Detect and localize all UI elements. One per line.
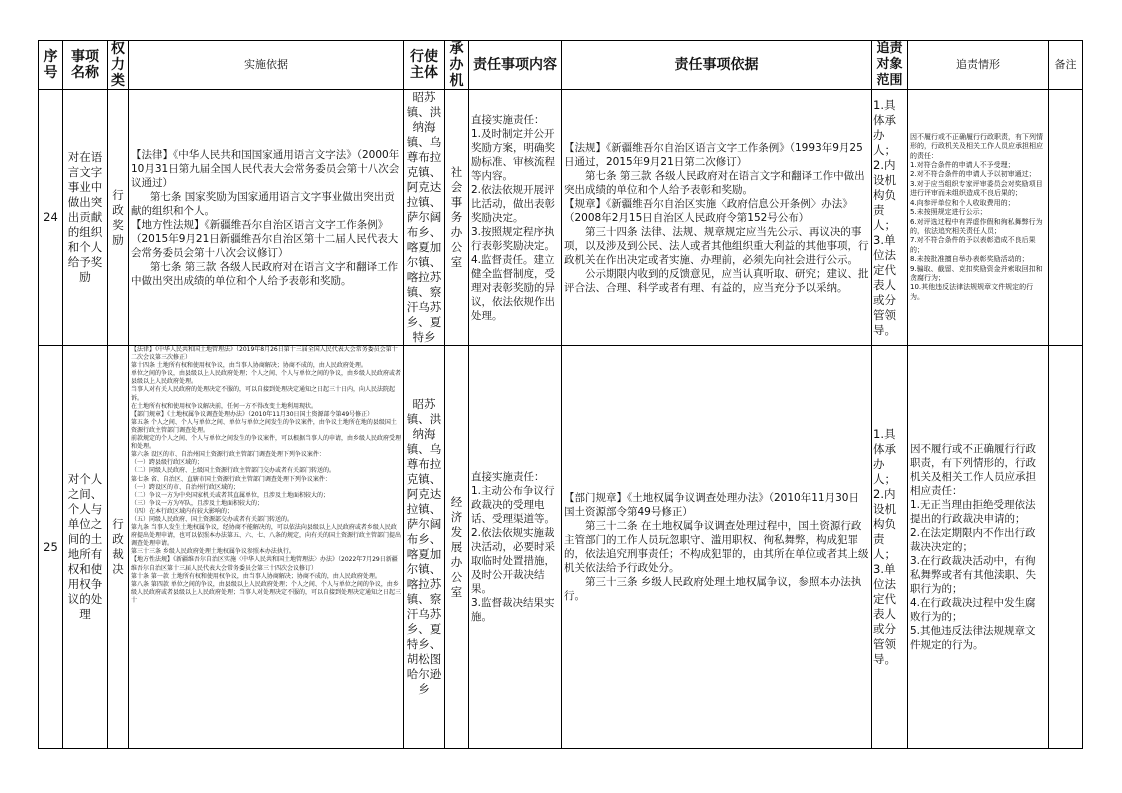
header-handler: 承办机	[445, 41, 469, 90]
header-accountable: 追责对象范围	[872, 41, 908, 90]
cell-resp-content	[469, 90, 562, 346]
cell-handler: 经济发展办公室	[445, 346, 469, 749]
resp-basis-line: 【规章】《新疆维吾尔自治区实施〈政府信息公开条例〉办法》（2008年2月15日自治区人民政府令第152号公布）	[564, 197, 853, 224]
basis-line: 第十条 第一款 土地所有权和使用权争议，由当事人协商解决；协商不成的，由人民政府处理。	[131, 572, 381, 580]
basis-line: （二）争议一方为中央国家机关或者其直属单位，且涉及土地面积较大的；	[131, 491, 330, 499]
situation-line: 5.未按照规定进行公示；	[910, 208, 987, 217]
basis-line: 【地方性法规】《新疆维吾尔自治区语言文字工作条例》（2015年9月21日新疆维吾尔自治区第十二届人民代表大会常务委员会第十八次会议修订）	[131, 218, 399, 259]
cell-subject: 昭苏镇、洪纳海镇、乌尊布拉克镇、阿克达拉镇、萨尔阔布乡、喀夏加尔镇、喀拉苏镇、察汗乌苏乡、夏特乡、胡松图哈尔逊乡	[404, 346, 445, 749]
resp-line: 1.主动公布争议行政裁决的受理电话、受理渠道等。	[471, 485, 555, 525]
resp-line: 1.及时制定并公开奖励方案，明确奖励标准、审核流程等内容。	[471, 127, 555, 182]
cell-seq: 25	[39, 346, 63, 749]
header-item-name: 事项名称	[63, 41, 108, 90]
resp-line: 3.监督裁决结果实施。	[471, 597, 555, 623]
resp-line: 3.按照规定程序执行表彰奖励决定。	[471, 225, 555, 252]
table-row	[39, 346, 1083, 749]
situation-line: 3.在行政裁决活动中，有徇私舞弊或者有其他渎职、失职行为的；	[910, 555, 1036, 595]
basis-line: 在土地所有权和使用权争议解决前，任何一方不得改变土地利用现状。	[131, 402, 318, 410]
resp-basis-line: 公示期限内收到的反馈意见，应当认真听取、研究；建议、批评合法、合理、科学或者有理、有益的，应当充分予以采纳。	[564, 267, 869, 294]
cell-item-name: 对个人之间、个人与单位之间的土地所有权和使用权争议的处理	[63, 346, 108, 749]
basis-line: （三）争议一方为军队，且涉及土地面积较大的；	[131, 499, 264, 507]
situation-line: 6.对评选过程中有弄虚作假和徇私舞弊行为的，依法追究相关责任人员；	[910, 217, 1043, 235]
cell-accountable: 1.具体承办人；2.内设机构负责人；3.单位法定代表人或分管领导。	[872, 346, 908, 749]
situation-line: 5.其他违反法律法规规章文件规定的行为。	[910, 625, 1036, 651]
cell-resp-basis	[562, 346, 872, 749]
header-power-type: 权力类	[108, 41, 129, 90]
basis-line: 【部门规章】《土地权属争议调查处理办法》（2010年11月30日国土资源部令第49号修正）	[131, 410, 374, 418]
cell-power-type: 行政奖励	[108, 90, 129, 346]
cell-subject: 昭苏镇、洪纳海镇、乌尊布拉克镇、阿克达拉镇、萨尔阔布乡、喀夏加尔镇、喀拉苏镇、察汗乌苏乡、夏特乡	[404, 90, 445, 346]
basis-line: 【法律】《中华人民共和国国家通用语言文字法》（2000年10月31日第九届全国人民代表大会常务委员会第十八次会议通过）	[131, 148, 400, 189]
situation-line: 9.骗取、截留、克扣奖励资金并索取回扣和贪腐行为；	[910, 264, 1043, 282]
resp-basis-line: 第七条 第三款 各级人民政府对在语言文字和翻译工作中做出突出成绩的单位和个人给予表彰和奖励。	[564, 169, 865, 196]
cell-situations	[908, 346, 1049, 749]
situation-line: 1.无正当理由拒绝受理依法提出的行政裁决申请的；	[910, 499, 1036, 525]
resp-basis-line: 第三十二条 在土地权属争议调查处理过程中，国土资源行政主管部门的工作人员玩忽职守、滥用职权、徇私舞弊，构成犯罪的，依法追究刑事责任；不构成犯罪的，由其所在单位或者其上级机关依法给予行政处分。	[564, 520, 869, 574]
basis-line: 第八条 第四款 单位之间的争议，由县级以上人民政府处理；个人之间、个人与单位之间的争议，由乡级人民政府或者县级以上人民政府处理；当事人对处理决定不服的，可以自接到处理决定通知之日起三十	[131, 580, 402, 604]
basis-line: 第七条 第三款 各级人民政府对在语言文字和翻译工作中做出突出成绩的单位和个人给予表彰和奖励。	[131, 260, 399, 287]
situation-line: 2.在法定期限内不作出行政裁决决定的；	[910, 527, 1036, 553]
basis-line: （一）跨县级行政区域的；	[131, 459, 204, 467]
resp-line: 2.依法依规实施裁决活动，必要时采取临时处置措施，及时公开裁决结果。	[471, 527, 555, 595]
situation-line: 7.对不符合条件的予以表彰造成不良后果的；	[910, 236, 1036, 254]
cell-basis	[129, 90, 404, 346]
header-situations: 追责情形	[908, 41, 1049, 90]
cell-power-type: 行政裁决	[108, 346, 129, 749]
basis-line: （四）在本行政区域内有较大影响的；	[131, 507, 234, 515]
situation-line: 8.未按批准擅自举办表彰奖励活动的；	[910, 255, 1029, 264]
resp-line: 4.监督责任。建立健全监督制度，受理对表彰奖励的异议，依法依规作出处理。	[471, 253, 555, 322]
cell-resp-basis	[562, 90, 872, 346]
cell-seq: 24	[39, 90, 63, 346]
situation-line: 因不履行或不正确履行行政职责，有下列情形的，行政机关及相关工作人员应承担相应的责任：	[910, 132, 1043, 160]
header-resp-basis: 责任事项依据	[562, 41, 872, 90]
cell-accountable: 1.具体承办人；2.内设机构负责人；3.单位法定代表人或分管领导。	[872, 90, 908, 346]
basis-line: 单位之间的争议，由县级以上人民政府处理；个人之间、个人与单位之间的争议，由乡级人民政府或者县级以上人民政府处理。	[131, 370, 402, 386]
basis-line: 第七条 省、自治区、直辖市国土资源行政主管部门调查处理下列争议案件：	[131, 475, 331, 483]
situation-line: 4.向参评单位和个人收取费用的；	[910, 198, 1015, 207]
resp-line: 直接实施责任：	[471, 113, 545, 126]
basis-line: 前款规定的个人之间、个人与单位之间发生的争议案件，可以根据当事人的申请，由乡级人民政府受理和处理。	[131, 435, 402, 451]
cell-item-name: 对在语言文字事业中做出突出贡献的组织和个人给予奖励	[63, 90, 108, 346]
basis-line: 【地方性法规】《新疆维吾尔自治区实施〈中华人民共和国土地管理法〉办法》（2022年7月29日新疆维吾尔自治区第十三届人民代表大会常务委员会第三十四次会议修订）	[131, 556, 398, 572]
basis-line: 第十四条 土地所有权和使用权争议，由当事人协商解决；协商不成的，由人民政府处理。	[131, 362, 367, 370]
basis-line: （五）同级人民政府、国土资源部交办或者有关部门转送的。	[131, 515, 294, 523]
resp-basis-line: 第三十三条 乡级人民政府处理土地权属争议，参照本办法执行。	[564, 576, 862, 602]
responsibility-table	[38, 40, 1083, 749]
basis-line: （二）同级人民政府、上级国土资源行政主管部门交办或者有关部门转送的。	[131, 467, 336, 475]
basis-line: 第七条 国家奖励为国家通用语言文字事业做出突出贡献的组织和个人。	[131, 190, 395, 217]
basis-line: （一）跨设区的市、自治州行政区域的；	[131, 483, 240, 491]
header-subject: 行使主体	[404, 41, 445, 90]
header-remarks: 备注	[1049, 41, 1083, 90]
situation-line: 4.在行政裁决过程中发生腐败行为的；	[910, 597, 1036, 623]
situation-line: 3.对于应当组织专家评审委员会对奖励项目进行评审而未组织造成不良后果的；	[910, 179, 1043, 198]
basis-line: 第六条 设区的市、自治州国土资源行政主管部门调查处理下列争议案件：	[131, 451, 325, 459]
resp-basis-line: 【法规】《新疆维吾尔自治区语言文字工作条例》（1993年9月25日通过，2015年9月21日第二次修订）	[564, 141, 863, 168]
resp-basis-line: 第三十四条 法律、法规、规章规定应当先公示、再议决的事项，以及涉及到公民、法人或者其他组织重大利益的其他事项，行政机关在作出决定或者实施、办理前，必须先向社会进行公示。	[564, 225, 869, 266]
basis-line: 第三十三条 乡级人民政府处理土地权属争议参照本办法执行。	[131, 548, 295, 556]
cell-resp-content	[469, 346, 562, 749]
resp-line: 2.依法依规开展评比活动，做出表彰奖励决定。	[471, 183, 555, 224]
resp-basis-line: 【部门规章】《土地权属争议调查处理办法》（2010年11月30日国土资源部令第49号修正）	[564, 492, 859, 518]
header-resp-content: 责任事项内容	[469, 41, 562, 90]
header-basis: 实施依据	[129, 41, 404, 90]
table-row	[39, 90, 1083, 346]
basis-line: 第五条 个人之间、个人与单位之间、单位与单位之间发生的争议案件，由争议土地所在地的县级国土资源行政主管部门调查处理。	[131, 418, 397, 434]
cell-situations	[908, 90, 1049, 346]
basis-line: 第九条 当事人发生土地权属争议，经协商不能解决的，可以依法向县级以上人民政府或者乡级人民政府提出处理申请，也可以依照本办法第五、六、七、八条的规定，向有关的国土资源行政主管部门提出调查处理申请。	[131, 524, 402, 548]
basis-line: 当事人对有关人民政府的处理决定不服的，可以自接到处理决定通知之日起三十日内，向人民法院起诉。	[131, 386, 396, 402]
header-seq: 序号	[39, 41, 63, 90]
resp-line: 直接实施责任：	[471, 471, 545, 483]
cell-remarks	[1049, 90, 1083, 346]
header-row	[39, 41, 1083, 90]
situation-line: 因不履行或不正确履行行政职责，有下列情形的，行政机关及相关工作人员应承担相应责任：	[910, 443, 1036, 497]
cell-basis	[129, 346, 404, 749]
cell-remarks	[1049, 346, 1083, 749]
situation-line: 1.对符合条件的申请人不予受理；	[910, 161, 1015, 170]
situation-line: 2.对不符合条件的申请人予以初审通过；	[910, 170, 1036, 179]
situation-line: 10.其他违反法律法规规章文件规定的行为。	[910, 283, 1034, 301]
basis-line: 【法律】《中华人民共和国土地管理法》（2019年8月26日第十三届全国人民代表大会常务委员会第十二次会议第三次修正）	[131, 346, 398, 362]
cell-handler: 社会事务办公室	[445, 90, 469, 346]
